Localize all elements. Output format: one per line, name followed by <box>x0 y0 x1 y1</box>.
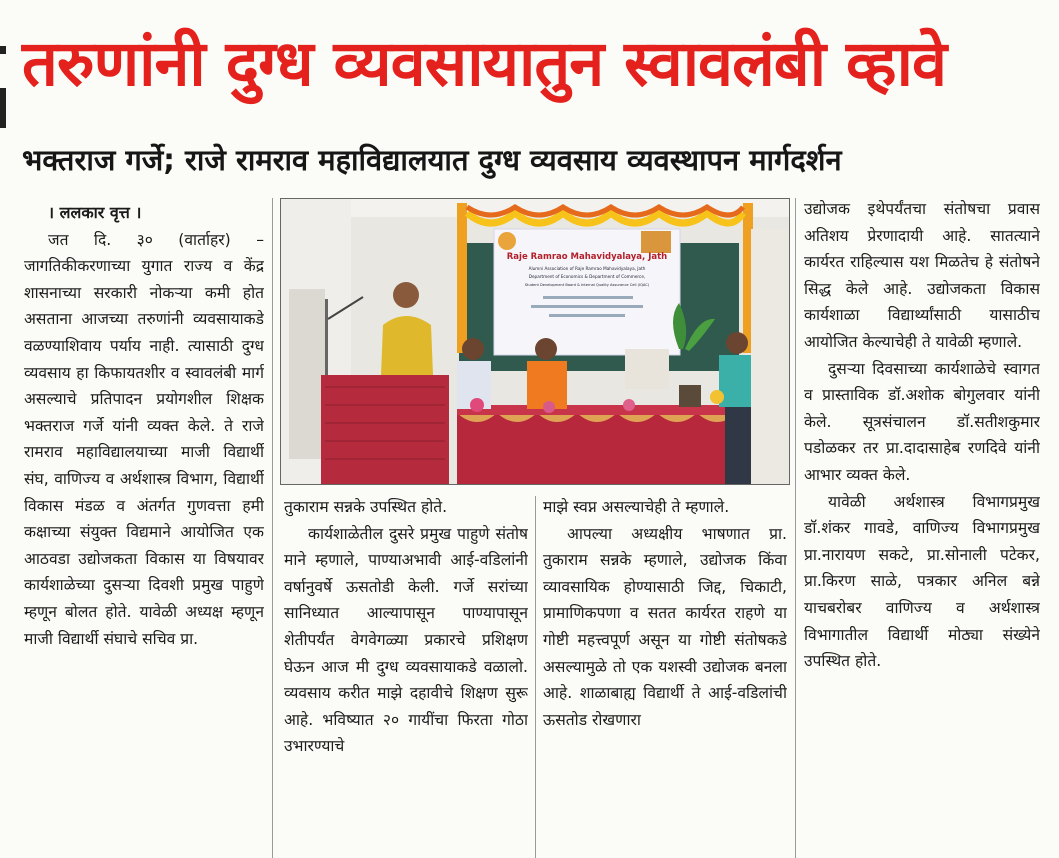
banner-line-3: Student Development Board & Internal Quality Assurance Cell (IQAC) <box>524 283 650 287</box>
banner-line-2: Department of Economics & Department of Commerce, <box>528 274 646 279</box>
article-paragraph-6: उद्योजक इथेपर्यंतचा संतोषचा प्रवास अतिशय प्रेरणादायी आहे. सातत्याने कार्यरत राहिल्यास यश मिळतेच हे संतोषने सिद्ध केले आहे. उद्योजकता विकास कार्यशाळा विद्यार्थ्यांसाठी यासाठीच आयोजित केल्याचेही ते यावेळी म्हणाले. <box>804 200 1040 351</box>
banner-line-1: Alumni Association of Raje Ramrao Mahavidyalaya, Jath <box>528 266 646 271</box>
article-paragraph-1: जत दि. ३० (वार्ताहर) – जागतिकीकरणाच्या युगात राज्य व केंद्र शासनाच्या सरकारी नोकऱ्या कमी होत असताना आजच्या तरुणांनी व्यवसायाकडे वळण्याशिवाय पर्याय नाही. त्यासाठी दुग्ध व्यवसाय हा किफायतशीर व स्वावलंबी मार्ग असल्याचे प्रतिपादन प्रयोगशील शिक्षक भक्तराज गर्जे यांनी व्यक्त केले. ते राजे रामराव महाविद्यालयाच्या माजी विद्यार्थी संघ, वाणिज्य व अर्थशास्त्र विभाग, विद्यार्थी विकास मंडळ व अंतर्गत गुणवत्ता हमी कक्षाच्या संयुक्त विद्यमाने आयोजित एक आठवडा उद्योजकता विकास या विषयावर कार्यशाळेच्या दुसऱ्या दिवशी प्रमुख पाहुणे म्हणून बोलत होते. यावेळी अध्यक्ष म्हणून माजी विद्यार्थी संघाचे सचिव प्रा. <box>24 230 264 648</box>
article-column-2 <box>284 494 528 858</box>
article-paragraph-2: तुकाराम सन्नके उपस्थित होते. <box>284 498 448 516</box>
event-photo-illustration <box>281 199 789 484</box>
column-rule <box>795 198 796 858</box>
article-paragraph-7: दुसऱ्या दिवसाच्या कार्यशाळेचे स्वागत व प्रास्ताविक डॉ.अशोक बोगुलवार यांनी केले. सूत्रसंचालन डॉ.सतीशकुमार पडोळकर तर प्रा.दादासाहेब रणदिवे यांनी आभार व्यक्त केले. <box>804 359 1040 484</box>
page-edge-mark <box>0 46 6 54</box>
article-paragraph-4: माझे स्वप्न असल्याचेही ते म्हणाले. <box>543 498 730 516</box>
article-paragraph-5: आपल्या अध्यक्षीय भाषणात प्रा. तुकाराम सन्नके म्हणाले, उद्योजक किंवा व्यावसायिक होण्यासाठी जिद्द, चिकाटी, प्रामाणिकपणा व सतत कार्यरत राहणे या गोष्टी महत्त्वपूर्ण असून या गोष्टी संतोषकडे असल्यामुळे तो एक यशस्वी उद्योजक बनला आहे. शाळाबाह्य विद्यार्थी ते आई-वडिलांची ऊसतोड रोखणारा <box>543 524 787 729</box>
banner-title: Raje Ramrao Mahavidyalaya, Jath <box>506 252 668 262</box>
dateline: । ललकार वृत्त । <box>48 203 142 222</box>
article-paragraph-8: यावेळी अर्थशास्त्र विभागप्रमुख डॉ.शंकर गावडे, वाणिज्य विभागप्रमुख प्रा.नारायण सकटे, प्रा.सोनाली पटेकर, प्रा.किरण साळे, पत्रकार अनिल बन्ने याचबरोबर वाणिज्य व अर्थशास्त्र विभागातील विद्यार्थी मोठ्या संख्येने उपस्थित होते. <box>804 492 1040 671</box>
article-paragraph-3: कार्यशाळेतील दुसरे प्रमुख पाहुणे संतोष माने म्हणाले, पाण्याअभावी आई-वडिलांनी वर्षानुवर्षे ऊसतोडी केली. गर्जे सरांच्या सानिध्यात आल्यापासून पाण्यापासून शेतीपर्यंत वेगवेगळ्या प्रकारचे प्रशिक्षण घेऊन आज मी दुग्ध व्यवसायाकडे वळालो. व्यवसाय करीत माझे दहावीचे शिक्षण सुरू आहे. भविष्यात २० गायींचा फिरता गोठा उभारण्याचे <box>284 524 528 756</box>
subheadline: भक्तराज गर्जे; राजे रामराव महाविद्यालयात दुग्ध व्यवसाय व्यवस्थापन मार्गदर्शन <box>22 143 842 177</box>
column-rule <box>535 496 536 858</box>
page-edge-mark <box>0 88 6 128</box>
article-column-1 <box>24 200 264 858</box>
headline: तरुणांनी दुग्ध व्यवसायातुन स्वावलंबी व्हावे <box>22 27 947 100</box>
article-column-4 <box>804 196 1040 858</box>
column-rule <box>272 198 273 858</box>
article-column-3 <box>543 494 787 858</box>
event-photo <box>280 198 790 485</box>
